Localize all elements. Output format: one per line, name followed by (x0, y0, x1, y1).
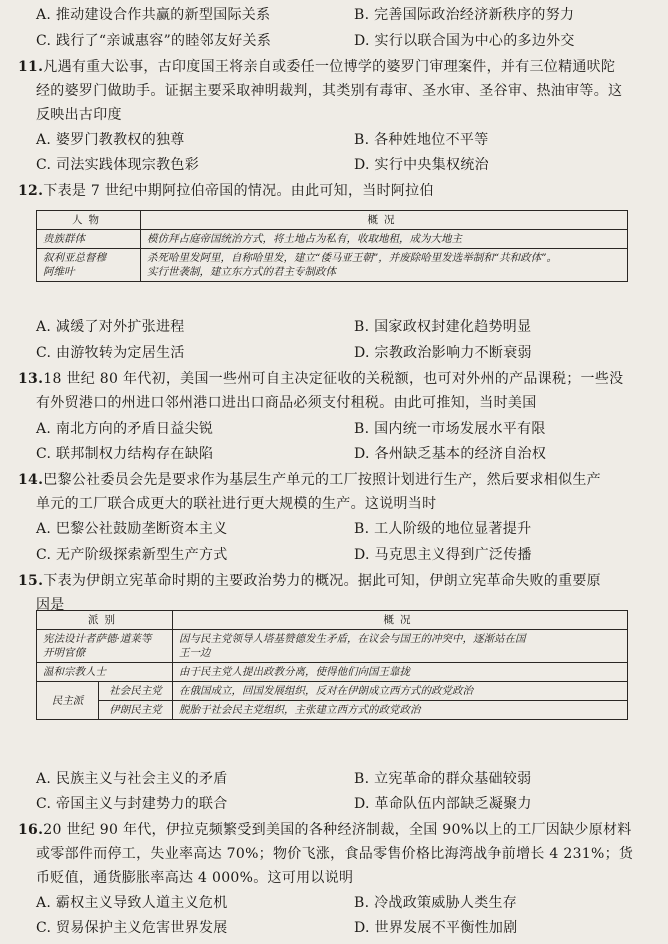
q10-option-b[interactable]: B. 完善国际政治经济新秩序的努力 (354, 7, 575, 23)
q15-cell-sub-2: 伊朗民主党 (99, 701, 173, 720)
q15-stem-line-1 (18, 572, 601, 590)
table-row (37, 249, 628, 282)
q15-table (36, 610, 628, 720)
q15-cell-desc-2: 由于民主党人提出政教分离，使得他们向国王靠拢 (173, 663, 628, 682)
q13-option-b[interactable]: B. 国内统一市场发展水平有限 (354, 421, 546, 437)
q12-option-b[interactable]: B. 国家政权封建化趋势明显 (354, 319, 532, 335)
q11-stem-line-3: 反映出古印度 (36, 107, 122, 123)
q16-option-c[interactable]: C. 贸易保护主义危害世界发展 (36, 920, 228, 936)
q14-option-c[interactable]: C. 无产阶级探索新型生产方式 (36, 547, 228, 563)
q12-option-a[interactable]: A. 减缓了对外扩张进程 (36, 319, 185, 335)
q15-number: 15. (18, 573, 44, 589)
q15-cell-faction-1-line-2: 开明官僚 (43, 647, 85, 659)
q13-stem-text-1: 18 世纪 80 年代初，美国一些州可自主决定征收的关税额，也可对外州的产品课税；一些没 (43, 371, 624, 387)
q12-table (36, 210, 628, 282)
q11-stem-text-1: 凡遇有重大讼事，古印度国王将亲自或委任一位博学的婆罗门审理案件，并有三位精通吠陀 (43, 59, 616, 75)
q12-stem-line-1 (18, 182, 434, 200)
q15-header-desc: 概况 (173, 611, 628, 630)
q15-cell-sub-1: 社会民主党 (99, 682, 173, 701)
q10-option-c[interactable]: C. 践行了“亲诚惠容”的睦邻友好关系 (36, 33, 272, 49)
q12-stem-text: 下表是 7 世纪中期阿拉伯帝国的情况。由此可知，当时阿拉伯 (43, 183, 434, 199)
q16-stem-line-2: 或零部件而停工，失业率高达 70%；物价飞涨，食品零售价格比海湾战争前增长 4 231%；货 (36, 846, 634, 862)
table-row (37, 663, 628, 682)
q13-stem-line-1 (18, 370, 623, 388)
q16-stem-line-1 (18, 821, 632, 839)
q15-stem-line-2: 因是 (36, 597, 65, 613)
q11-option-c[interactable]: C. 司法实践体现宗教色彩 (36, 157, 200, 173)
table-row (37, 230, 628, 249)
q12-header-person: 人物 (37, 211, 141, 230)
q15-header-faction: 派别 (37, 611, 173, 630)
q16-option-d[interactable]: D. 世界发展不平衡性加剧 (354, 920, 518, 936)
q10-option-a[interactable]: A. 推动建设合作共赢的新型国际关系 (36, 7, 271, 23)
q12-cell-desc-2-line-2: 实行世袭制，建立东方式的君主专制政体 (147, 266, 336, 278)
q12-cell-person-2-line-2: 阿维叶 (43, 266, 75, 278)
q11-option-b[interactable]: B. 各种姓地位不平等 (354, 132, 489, 148)
q12-cell-person-2-line-1: 叙利亚总督穆 (43, 252, 106, 264)
q16-stem-line-3: 币贬值，通货膨胀率高达 4 000%。这可用以说明 (36, 870, 354, 886)
q12-cell-desc-2-line-1: 杀死哈里发阿里，自称哈里发，建立“倭马亚王朝”，并废除哈里发选举制和“共和政体”。 (147, 252, 557, 264)
q14-stem-line-1 (18, 471, 601, 489)
q12-cell-person-1: 贵族群体 (37, 230, 141, 249)
q13-stem-line-2: 有外贸港口的州进口邻州港口进出口商品必须支付租税。由此可推知，当时美国 (36, 395, 537, 411)
q12-option-c[interactable]: C. 由游牧转为定居生活 (36, 345, 185, 361)
q16-option-b[interactable]: B. 冷战政策威胁人类生存 (354, 895, 518, 911)
q15-cell-desc-1 (173, 630, 628, 663)
q15-option-b[interactable]: B. 立宪革命的群众基础较弱 (354, 771, 532, 787)
q15-option-c[interactable]: C. 帝国主义与封建势力的联合 (36, 796, 228, 812)
q14-stem-line-2: 单元的工厂联合成更大的联社进行更大规模的生产。这说明当时 (36, 496, 437, 512)
q11-stem-line-2: 经的婆罗门做助手。证据主要采取神明裁判，其类别有毒审、圣水审、圣谷审、热油审等。这 (36, 83, 623, 99)
table-row (37, 682, 628, 701)
q12-number: 12. (18, 183, 44, 199)
q16-option-a[interactable]: A. 霸权主义导致人道主义危机 (36, 895, 228, 911)
q13-option-c[interactable]: C. 联邦制权力结构存在缺陷 (36, 446, 214, 462)
q12-cell-desc-1: 模仿拜占庭帝国统治方式，将土地占为私有，收取地租，成为大地主 (141, 230, 628, 249)
q15-option-a[interactable]: A. 民族主义与社会主义的矛盾 (36, 771, 228, 787)
q11-option-a[interactable]: A. 婆罗门教教权的独尊 (36, 132, 185, 148)
table-row (37, 630, 628, 663)
q12-cell-desc-2 (141, 249, 628, 282)
q14-option-b[interactable]: B. 工人阶级的地位显著提升 (354, 521, 532, 537)
q15-cell-desc-1-line-2: 王一边 (179, 647, 211, 659)
q16-stem-text-1: 20 世纪 90 年代，伊拉克频繁受到美国的各种经济制裁，全国 90%以上的工厂因缺少原材料 (43, 822, 632, 838)
q12-header-desc: 概况 (141, 211, 628, 230)
q13-option-d[interactable]: D. 各州缺乏基本的经济自治权 (354, 446, 547, 462)
q16-number: 16. (18, 822, 44, 838)
q15-cell-desc-1-line-1: 因与民主党领导人塔基赞德发生矛盾，在议会与国王的冲突中，逐渐站在国 (179, 633, 526, 645)
q15-option-d[interactable]: D. 革命队伍内部缺乏凝聚力 (354, 796, 532, 812)
q10-option-d[interactable]: D. 实行以联合国为中心的多边外交 (354, 33, 575, 49)
q12-option-d[interactable]: D. 宗教政治影响力不断衰弱 (354, 345, 532, 361)
table-row (37, 701, 628, 720)
q15-cell-desc-3: 在俄国成立，回国发展组织，反对在伊朗成立西方式的政党政治 (173, 682, 628, 701)
q14-number: 14. (18, 472, 44, 488)
q11-option-d[interactable]: D. 实行中央集权统治 (354, 157, 489, 173)
q15-cell-faction-1 (37, 630, 173, 663)
q14-stem-text-1: 巴黎公社委员会先是要求作为基层生产单元的工厂按照计划进行生产，然后要求相似生产 (43, 472, 601, 488)
q12-table-header-row (37, 211, 628, 230)
q11-stem-line-1 (18, 58, 615, 76)
q13-option-a[interactable]: A. 南北方向的矛盾日益尖锐 (36, 421, 214, 437)
q12-cell-person-2 (37, 249, 141, 282)
q14-option-a[interactable]: A. 巴黎公社鼓励垄断资本主义 (36, 521, 228, 537)
q15-cell-group-democrats: 民主派 (37, 682, 99, 720)
q15-cell-faction-1-line-1: 宪法设计者萨德·道莱等 (43, 633, 152, 645)
q15-cell-faction-2: 温和宗教人士 (37, 663, 173, 682)
q11-number: 11. (18, 59, 44, 75)
q15-table-header-row (37, 611, 628, 630)
q15-cell-desc-4: 脱胎于社会民主党组织，主张建立西方式的政党政治 (173, 701, 628, 720)
q15-stem-text-1: 下表为伊朗立宪革命时期的主要政治势力的概况。据此可知，伊朗立宪革命失败的重要原 (43, 573, 601, 589)
q13-number: 13. (18, 371, 44, 387)
q14-option-d[interactable]: D. 马克思主义得到广泛传播 (354, 547, 532, 563)
